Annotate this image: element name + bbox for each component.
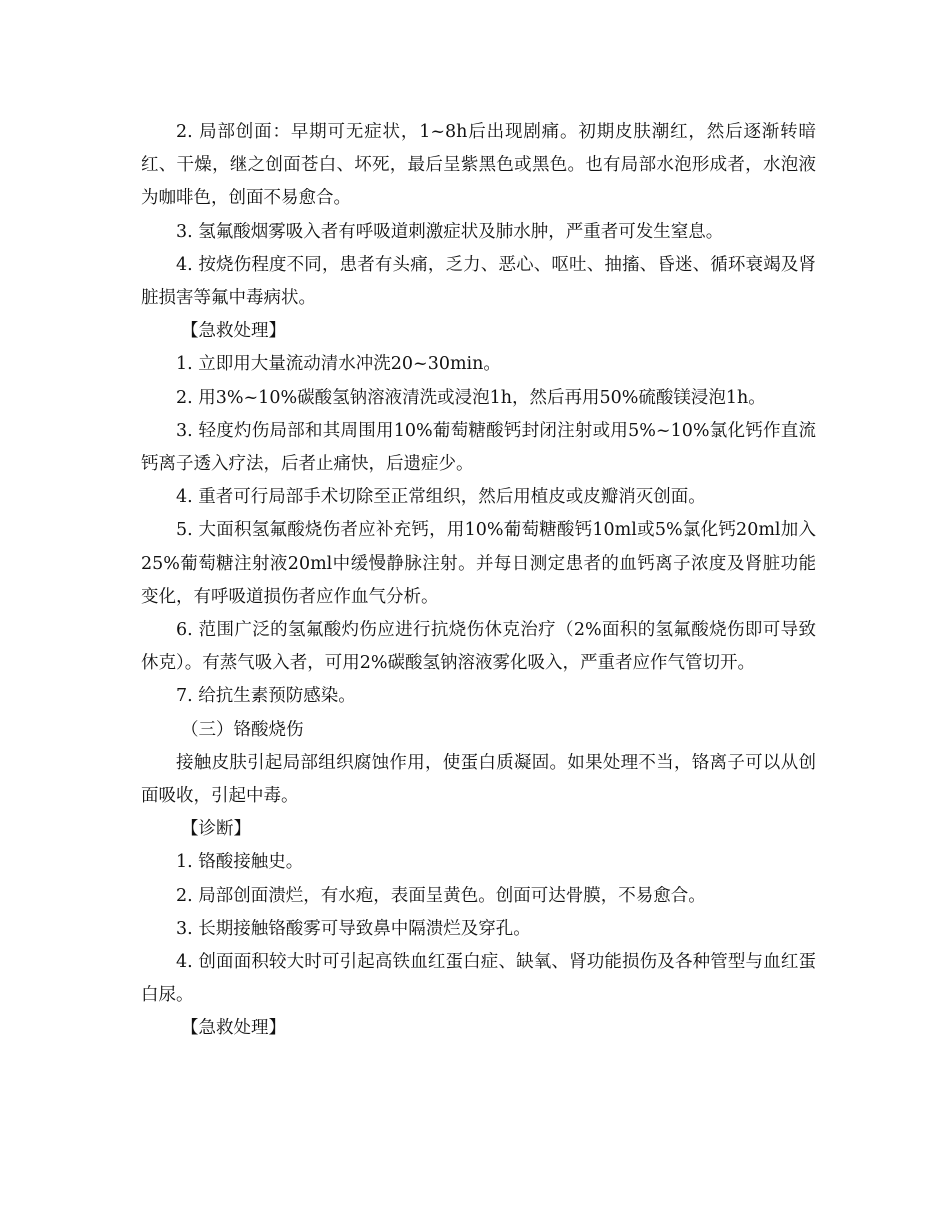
section-title-chromic-acid: （三）铬酸烧伤 xyxy=(181,719,304,740)
paragraph-inhalation: 3. 氢氟酸烟雾吸入者有呼吸道刺激症状及肺水肿，严重者可发生窒息。 xyxy=(176,221,724,242)
paragraph-surgical-excision: 4. 重者可行局部手术切除至正常组织，然后用植皮或皮瓣消灭创面。 xyxy=(176,487,706,508)
paragraph-calcium-gluconate: 3. 轻度灼伤局部和其周围用10%葡萄糖酸钙封闭注射或用5%~10%氯化钙作直流钙离子透入疗法，后者止痛快，后遗症少。 xyxy=(141,420,816,475)
paragraph-methemoglobinemia: 4. 创面面积较大时可引起高铁血红蛋白症、缺氧、肾功能损伤及各种管型与血红蛋白尿。 xyxy=(141,952,816,1006)
paragraph-chromic-intro: 接触皮肤引起局部组织腐蚀作用，使蛋白质凝固。如果处理不当，铬离子可以从创面吸收，引起中毒。 xyxy=(141,752,816,807)
section-heading-first-aid-2: 【急救处理】 xyxy=(181,1018,286,1039)
paragraph-flush-water: 1. 立即用大量流动清水冲洗20~30min。 xyxy=(176,354,501,375)
paragraph-local-wound: 2. 局部创面：早期可无症状，1~8h后出现剧痛。初期皮肤潮红，然后逐渐转暗红、干燥，继之创面苍白、坏死，最后呈紫黑色或黑色。也有局部水泡形成者，水泡液为咖啡色，创面不易愈合。 xyxy=(141,122,816,209)
document-body xyxy=(141,116,816,1046)
paragraph-wound-ulceration: 2. 局部创面溃烂，有水疱，表面呈黄色。创面可达骨膜，不易愈合。 xyxy=(176,885,706,906)
paragraph-shock-treatment: 6. 范围广泛的氢氟酸灼伤应进行抗烧伤休克治疗（2%面积的氢氟酸烧伤即可导致休克）。有蒸气吸入者，可用2%碳酸氢钠溶液雾化吸入，严重者应作气管切开。 xyxy=(141,620,816,674)
paragraph-sodium-bicarbonate: 2. 用3%~10%碳酸氢钠溶液清洗或浸泡1h，然后再用50%硫酸镁浸泡1h。 xyxy=(176,387,766,408)
paragraph-calcium-supplement: 5. 大面积氢氟酸烧伤者应补充钙，用10%葡萄糖酸钙10ml或5%氯化钙20ml加入25%葡萄糖注射液20ml中缓慢静脉注射。并每日测定患者的血钙离子浓度及肾脏功能变化，有呼吸道损伤者应作血气分析。 xyxy=(141,520,816,607)
paragraph-nasal-septum: 3. 长期接触铬酸雾可导致鼻中隔溃烂及穿孔。 xyxy=(176,918,531,939)
section-heading-first-aid: 【急救处理】 xyxy=(181,321,286,342)
paragraph-antibiotics: 7. 给抗生素预防感染。 xyxy=(176,686,356,707)
section-heading-diagnosis: 【诊断】 xyxy=(181,819,251,840)
paragraph-contact-history: 1. 铬酸接触史。 xyxy=(176,852,304,873)
paragraph-fluoride-poisoning: 4. 按烧伤程度不同，患者有头痛，乏力、恶心、呕吐、抽搐、昏迷、循环衰竭及肾脏损害等氟中毒病状。 xyxy=(141,254,816,309)
